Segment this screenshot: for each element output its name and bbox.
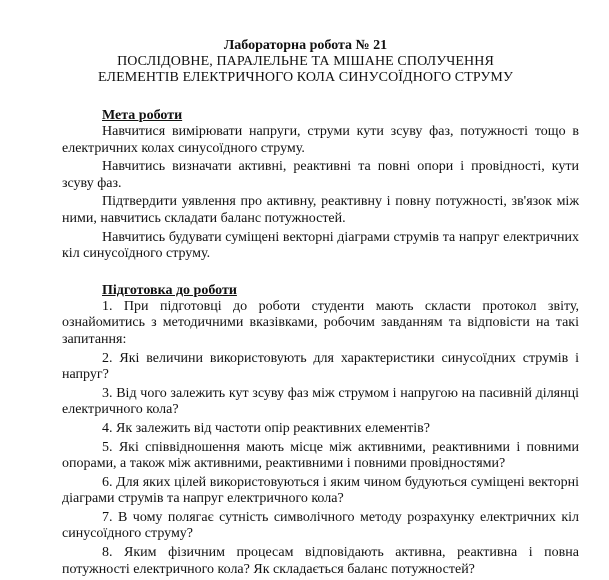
- prep-item: 8. Яким фізичним процесам відповідають активна, реактивна і повна потужності електричного кола? Як складається баланс потужностей?: [62, 545, 579, 577]
- goal-heading: Мета роботи: [102, 108, 183, 123]
- goal-paragraph: Навчитися вимірювати напруги, струми кути зсуву фаз, потужності тощо в електричних колах синусоїдного струму.: [62, 124, 579, 156]
- prep-item: 6. Для яких цілей використовуються і яким чином будуються суміщені векторні діаграми струмів та напруг електричного кола?: [62, 474, 579, 507]
- lab-subtitle-line-2: ЕЛЕМЕНТІВ ЕЛЕКТРИЧНОГО КОЛА СИНУСОЇДНОГО СТРУМУ: [98, 70, 513, 85]
- prep-item: 5. Які співвідношення мають місце між активними, реактивними і повними опорами, а також між активними, реактивними і повними провідностями?: [62, 439, 579, 472]
- prep-item: 3. Від чого залежить кут зсуву фаз між струмом і напругою на пасивній ділянці електричного кола?: [62, 385, 579, 418]
- prep-item: 1. При підготовці до роботи студенти мають скласти протокол звіту, ознайомитись з методичними вказівками, робочим завданням та відповісти на такі запитання:: [62, 298, 579, 347]
- prep-item: 2. Які величини використовують для характеристики синусоїдних струмів і напруг?: [62, 350, 579, 383]
- prep-section: [62, 299, 579, 579]
- goal-paragraph: Навчитись визначати активні, реактивні та повні опори і провідності, кути зсуву фаз.: [62, 159, 579, 191]
- prep-item: 7. В чому полягає сутність символічного методу розрахунку електричних кіл синусоїдного струму?: [62, 509, 579, 542]
- goal-section: [62, 124, 579, 263]
- lab-subtitle-line-1: ПОСЛІДОВНЕ, ПАРАЛЕЛЬНЕ ТА МІШАНЕ СПОЛУЧЕННЯ: [117, 54, 494, 69]
- goal-paragraph: Підтвердити уявлення про активну, реактивну і повну потужності, зв'язок між ними, навчитись складати баланс потужностей.: [62, 194, 579, 226]
- prep-item: 4. Як залежить від частоти опір реактивних елементів?: [102, 420, 430, 436]
- prep-heading: Підготовка до роботи: [102, 282, 237, 298]
- lab-title: Лабораторна робота № 21: [223, 38, 388, 53]
- goal-paragraph: Навчитись будувати суміщені векторні діаграми струмів та напруг електричних кіл синусоїдного струму.: [62, 229, 579, 262]
